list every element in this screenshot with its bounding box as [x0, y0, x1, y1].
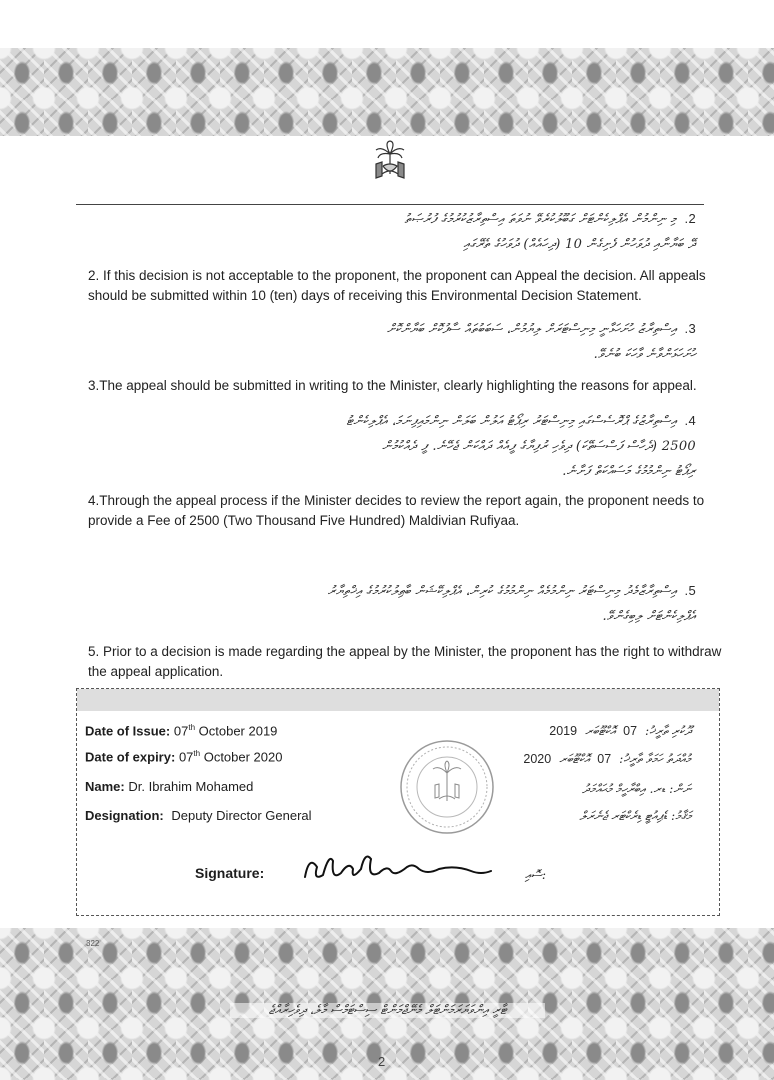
date-of-expiry-label: Date of expiry: [85, 749, 176, 765]
english-paragraph-3: 3.The appeal should be submitted in writing to the Minister, clearly highlighting the reasons for appeal. [88, 378, 697, 393]
dhivehi-line: އެޕްލިކެންޓަށް ލިބިގެންވޭ. [602, 609, 696, 624]
signature-label: Signature: [195, 865, 265, 881]
english-paragraph-5: 5. Prior to a decision is made regarding the appeal by the Minister, the proponent has the right to withdraw the appeal application. [88, 644, 722, 679]
date-of-issue-day: 07 [173, 723, 189, 739]
dhivehi-item-number: 5. [684, 583, 696, 598]
dhivehi-line: މި ނިންމުން އެޕްލިކެންޓަށް ގަބޫލުކުރެވޭ ނުވަތަ އިސްތިރާޒުކުރުމުގެ ފުރުޞަތު [404, 212, 677, 227]
date-of-issue [85, 723, 277, 738]
dhivehi-signature-label: ސޮއި: [525, 867, 547, 882]
dhivehi-name: ނަން: ޑރ. އިބްރާހީމް މުޙައްމަދު [582, 781, 691, 796]
dhivehi-paragraph-5 [328, 578, 696, 629]
decorative-header-pattern [0, 48, 774, 136]
name-row [85, 779, 253, 794]
dhivehi-date-of-issue-label: ދޫކުރި ތާރީޚު: [645, 723, 691, 738]
name-label: Name: [85, 779, 125, 794]
dhivehi-designation: މަޤާމު: ޑެޕިއުޓީ ޑިރެކްޓަރ ޖެނެރަލް [579, 808, 691, 823]
signature-box-header-bar [77, 689, 719, 711]
small-page-number: 322 [86, 939, 100, 948]
maldives-emblem-icon [368, 140, 412, 186]
english-paragraph-4: 4.Through the appeal process if the Minister decides to review the report again, the proponent needs to provide a Fee of 2500 (Two Thousand Five Hundred) Maldivian Rufiyaa. [88, 493, 705, 528]
footer-organization-text: ޓާރީ އިންވަޔަރަމަންޓަލް މެނޭޖްމަންޓް ސިސްޓަމްސް މާލެ، ދިވެހިރާއްޖެ [230, 1003, 545, 1018]
date-of-issue-label: Date of Issue: [85, 723, 171, 739]
dhivehi-date-of-issue-year: 2019 [549, 724, 578, 738]
english-paragraph-2: 2. If this decision is not acceptable to the proponent, the proponent can Appeal the decision. All appeals should be submitted within 10 (ten) days of receiving this Environmental Decision Statement. [88, 268, 706, 303]
page-number: 2 [378, 1054, 386, 1069]
dhivehi-paragraph-4 [346, 408, 696, 484]
date-of-expiry-rest: October 2020 [203, 749, 283, 765]
dhivehi-date-of-issue [545, 723, 691, 739]
name-value: Dr. Ibrahim Mohamed [128, 779, 254, 794]
signature-box [76, 688, 720, 916]
dhivehi-item-number: 2. [684, 211, 696, 226]
designation-row [85, 808, 312, 823]
dhivehi-line: އިސްތިރާޒު ހުށަހަޅާނީ މިނިސްޓަރަށް ލިޔުމުން، ސަބަބުތައް ސާފުކޮށް ބަޔާންކޮށް [386, 322, 677, 337]
dhivehi-date-of-expiry-day: 07 [597, 752, 612, 766]
dhivehi-date-of-expiry-year: 2020 [523, 752, 552, 766]
dhivehi-line: ހުށަހަޅަންވާނެ ވާހަކަ ބުނެވޭ. [593, 347, 696, 362]
date-of-expiry [85, 749, 282, 764]
header-rule [76, 204, 704, 205]
dhivehi-line: ދޭ ބަޔާނާއި ދުވަހުން ފެށިގެން 10 (ދިހައެއް) ދުވަހުގެ ތެރޭގައި [463, 237, 696, 252]
dhivehi-item-number: 3. [684, 321, 696, 336]
dhivehi-paragraph-2 [404, 206, 696, 257]
dhivehi-date-of-expiry-label: މުއްދަތު ހަމަވާ ތާރީޚު: [619, 751, 691, 766]
dhivehi-line: އިސްތިރާޒާމެދު މިނިސްޓަރު ނިންމުމެއް ނިންމުމުގެ ކުރިން، އެޕްލިކޭޝަން ބާޠިލުކުރުމުގެ އިޚްތިޔާރު [327, 584, 677, 599]
date-of-expiry-day: 07 [178, 749, 194, 765]
dhivehi-date-of-issue-day: 07 [623, 724, 638, 738]
dhivehi-date-of-issue-month: އޮކްޓޫބަރ [585, 723, 616, 738]
date-of-issue-suffix: th [188, 723, 196, 732]
handwritten-signature-icon [295, 847, 495, 891]
dhivehi-line: ރިޕޯޓު ނިންމުމުގެ މަސައްކަތް ފަށާނެ. [562, 464, 696, 479]
dhivehi-date-of-expiry [519, 751, 691, 767]
designation-label: Designation: [85, 808, 164, 823]
dhivehi-paragraph-3 [387, 316, 696, 367]
official-seal-icon [399, 739, 495, 835]
date-of-issue-rest: October 2019 [198, 723, 278, 739]
dhivehi-line: އިސްތިރާޒުގެ ޕްރޮސެސްގައި މިނިސްޓަރު ރިޕޯޓު އަލުން ބަލަން ނިންމައިފިނަމަ، އެޕްލިކެންޓު [346, 414, 677, 429]
designation-value: Deputy Director General [171, 808, 312, 823]
date-of-expiry-suffix: th [193, 749, 201, 758]
dhivehi-item-number: 4. [684, 413, 696, 428]
dhivehi-date-of-expiry-month: އޮކްޓޫބަރ [559, 751, 590, 766]
dhivehi-line: 2500 (ދެހާސް ފަސްސަތޭކަ) ދިވެހި ރުފިޔާގެ ފީއެއް ދައްކަން ޖެހޭނެ. ފީ ދެއްކުމުން [382, 439, 696, 454]
